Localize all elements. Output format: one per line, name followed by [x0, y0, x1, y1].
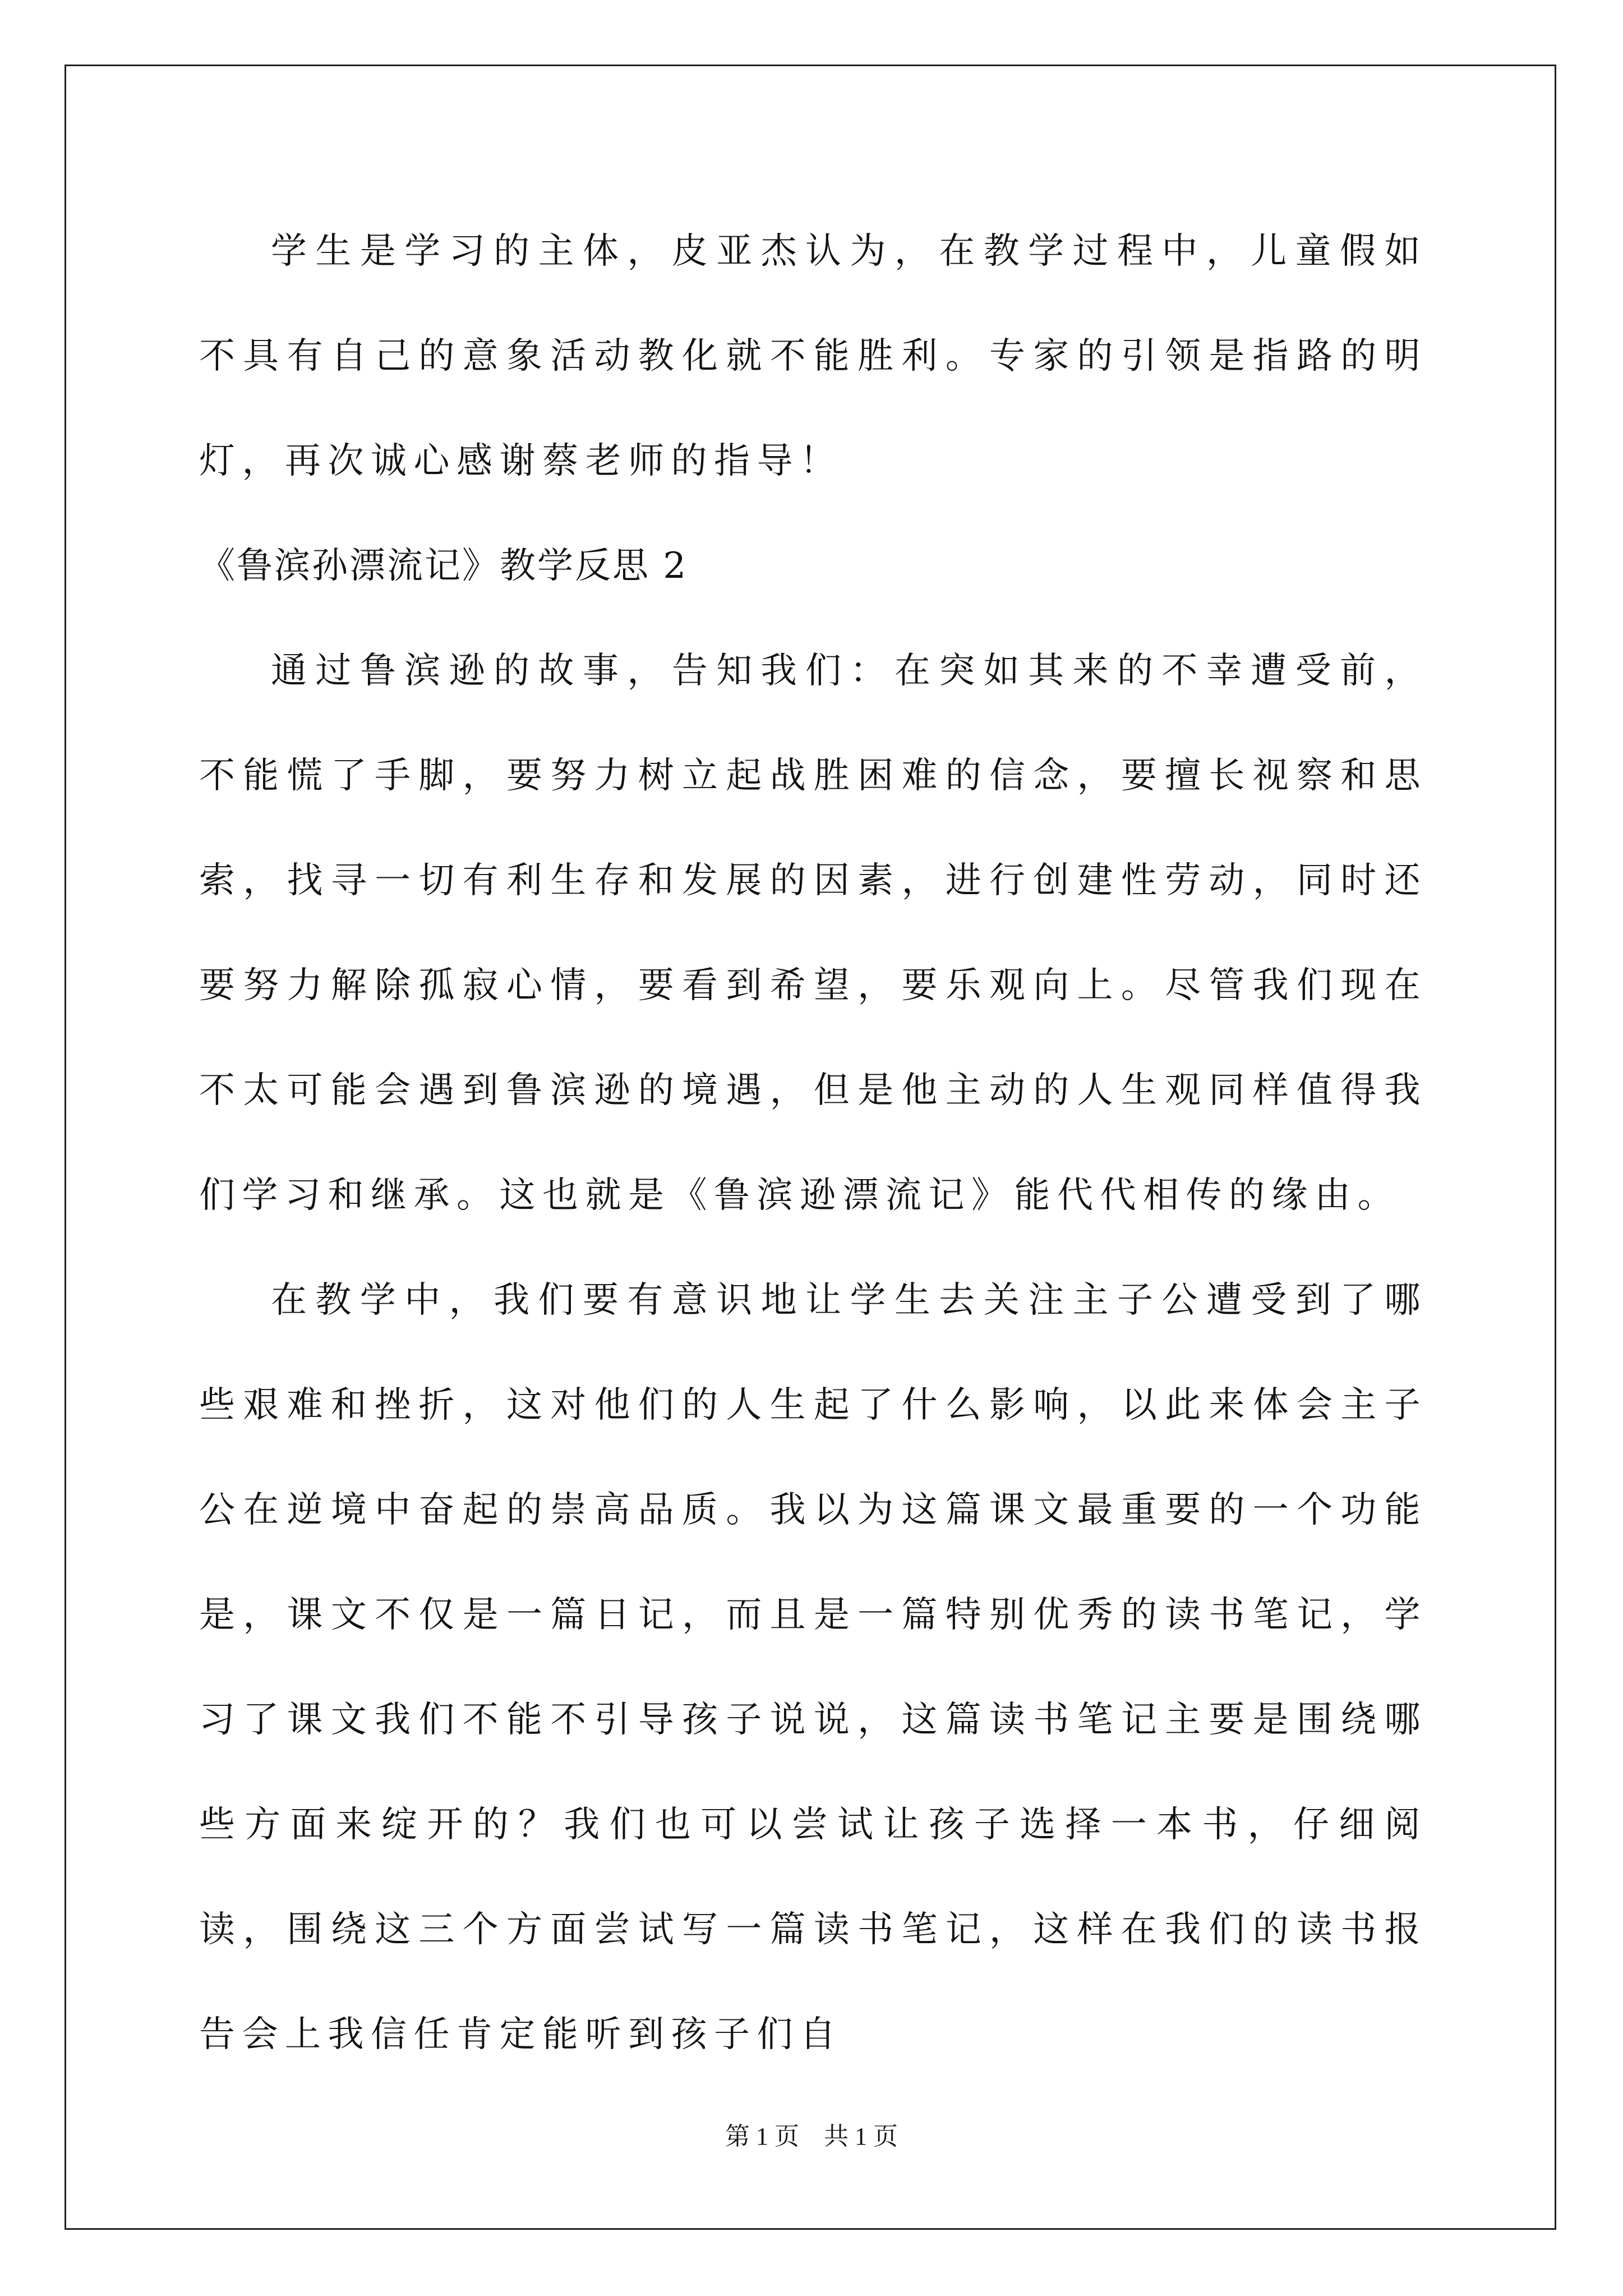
page-number-footer: 第 1 页 共 1 页	[725, 2123, 898, 2150]
section-heading: 《鲁滨孙漂流记》教学反思 2	[199, 545, 688, 587]
paragraph-intro: 学生是学习的主体，皮亚杰认为，在教学过程中，儿童假如不具有自己的意象活动教化就不能胜利。专家的引领是指路的明灯，再次诚心感谢蔡老师的指导！	[199, 231, 1427, 482]
paragraph-teaching: 在教学中，我们要有意识地让学生去关注主子公遭受到了哪些艰难和挫折，这对他们的人生起了什么影响，以此来体会主子公在逆境中奋起的崇高品质。我以为这篇课文最重要的一个功能是，课文不仅是一篇日记，而且是一篇特别优秀的读书笔记，学习了课文我们不能不引导孩子说说，这篇读书笔记主要是围绕哪些方面来绽开的？我们也可以尝试让孩子选择一本书，仔细阅读，围绕这三个方面尝试写一篇读书笔记，这样在我们的读书报告会上我信任肯定能听到孩子们自	[199, 1280, 1427, 2055]
paragraph-robinson-story: 通过鲁滨逊的故事，告知我们：在突如其来的不幸遭受前，不能慌了手脚，要努力树立起战胜困难的信念，要擅长视察和思索，找寻一切有利生存和发展的因素，进行创建性劳动，同时还要努力解除孤寂心情，要看到希望，要乐观向上。尽管我们现在不太可能会遇到鲁滨逊的境遇，但是他主动的人生观同样值得我们学习和继承。这也就是《鲁滨逊漂流记》能代代相传的缘由。	[199, 650, 1427, 1216]
document-body	[199, 199, 1427, 2087]
